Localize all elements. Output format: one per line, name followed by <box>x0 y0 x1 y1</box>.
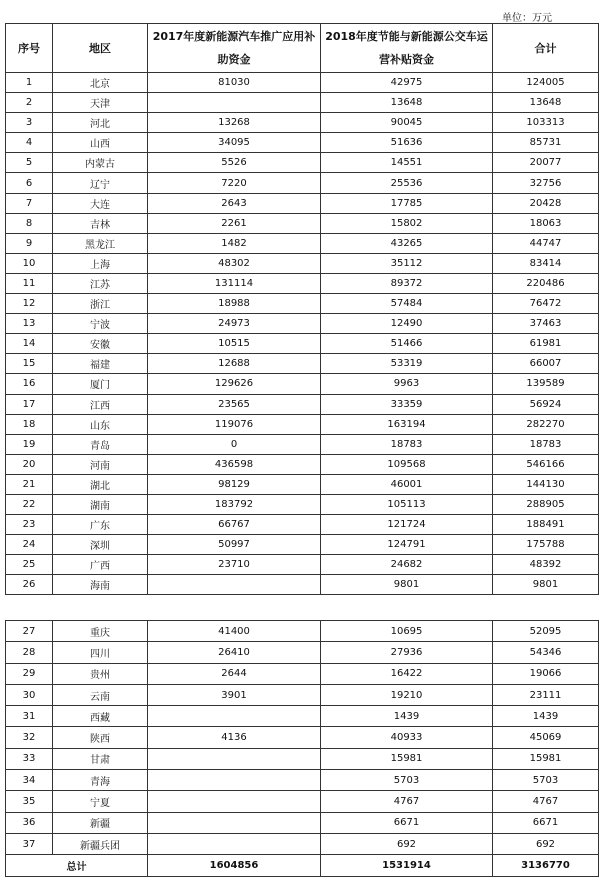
cell-2018: 24682 <box>321 555 493 575</box>
cell-total: 48392 <box>493 555 599 575</box>
cell-region: 青海 <box>53 770 148 791</box>
cell-region: 甘肃 <box>53 748 148 769</box>
cell-total: 546166 <box>493 454 599 474</box>
cell-2018: 51466 <box>321 334 493 354</box>
cell-region: 西藏 <box>53 706 148 727</box>
table-row <box>6 494 599 514</box>
table-row <box>6 253 599 273</box>
cell-2018: 27936 <box>321 642 493 663</box>
cell-region: 宁波 <box>53 314 148 334</box>
totals-row <box>6 855 599 877</box>
cell-total: 288905 <box>493 494 599 514</box>
table-row <box>6 93 599 113</box>
table-row <box>6 770 599 791</box>
table-row <box>6 153 599 173</box>
header-2018-subsidy: 2018年度节能与新能源公交车运营补贴资金 <box>321 24 493 73</box>
cell-seq: 34 <box>6 770 53 791</box>
table-row <box>6 621 599 642</box>
cell-total: 13648 <box>493 93 599 113</box>
cell-2017: 26410 <box>148 642 321 663</box>
cell-2017: 5526 <box>148 153 321 173</box>
table-row <box>6 642 599 663</box>
cell-total: 6671 <box>493 812 599 833</box>
cell-seq: 18 <box>6 414 53 434</box>
cell-seq: 26 <box>6 575 53 595</box>
cell-2017: 48302 <box>148 253 321 273</box>
cell-2018: 6671 <box>321 812 493 833</box>
cell-2017: 13268 <box>148 113 321 133</box>
cell-2017: 50997 <box>148 535 321 555</box>
cell-region: 黑龙江 <box>53 233 148 253</box>
cell-total: 61981 <box>493 334 599 354</box>
table-row <box>6 454 599 474</box>
cell-2017: 131114 <box>148 273 321 293</box>
cell-2017: 24973 <box>148 314 321 334</box>
cell-2018: 57484 <box>321 294 493 314</box>
cell-total: 45069 <box>493 727 599 748</box>
cell-seq: 13 <box>6 314 53 334</box>
cell-total: 15981 <box>493 748 599 769</box>
cell-2017: 7220 <box>148 173 321 193</box>
cell-seq: 4 <box>6 133 53 153</box>
totals-grand: 3136770 <box>493 855 599 877</box>
cell-2017: 4136 <box>148 727 321 748</box>
cell-2017: 34095 <box>148 133 321 153</box>
table-row <box>6 314 599 334</box>
cell-total: 1439 <box>493 706 599 727</box>
cell-seq: 15 <box>6 354 53 374</box>
header-region: 地区 <box>53 24 148 73</box>
table-row <box>6 535 599 555</box>
table-row <box>6 73 599 93</box>
cell-seq: 29 <box>6 663 53 684</box>
cell-2017 <box>148 706 321 727</box>
cell-region: 厦门 <box>53 374 148 394</box>
table-row <box>6 706 599 727</box>
cell-total: 5703 <box>493 770 599 791</box>
cell-2017: 1482 <box>148 233 321 253</box>
cell-2018: 18783 <box>321 434 493 454</box>
cell-seq: 37 <box>6 833 53 854</box>
table-row <box>6 727 599 748</box>
cell-region: 广东 <box>53 515 148 535</box>
cell-region: 青岛 <box>53 434 148 454</box>
cell-2017: 18988 <box>148 294 321 314</box>
cell-seq: 9 <box>6 233 53 253</box>
table-row <box>6 354 599 374</box>
cell-total: 124005 <box>493 73 599 93</box>
cell-2017: 2643 <box>148 193 321 213</box>
cell-2018: 121724 <box>321 515 493 535</box>
cell-region: 天津 <box>53 93 148 113</box>
cell-region: 北京 <box>53 73 148 93</box>
cell-seq: 23 <box>6 515 53 535</box>
cell-2017: 436598 <box>148 454 321 474</box>
table-row <box>6 374 599 394</box>
cell-2017: 66767 <box>148 515 321 535</box>
cell-region: 安徽 <box>53 334 148 354</box>
cell-total: 76472 <box>493 294 599 314</box>
cell-2018: 17785 <box>321 193 493 213</box>
cell-region: 云南 <box>53 684 148 705</box>
cell-total: 4767 <box>493 791 599 812</box>
cell-region: 福建 <box>53 354 148 374</box>
cell-region: 河北 <box>53 113 148 133</box>
cell-2018: 9963 <box>321 374 493 394</box>
cell-total: 52095 <box>493 621 599 642</box>
cell-region: 湖北 <box>53 474 148 494</box>
cell-seq: 30 <box>6 684 53 705</box>
subsidy-table-part2 <box>5 620 599 877</box>
cell-region: 海南 <box>53 575 148 595</box>
cell-2017: 129626 <box>148 374 321 394</box>
cell-total: 44747 <box>493 233 599 253</box>
cell-2018: 90045 <box>321 113 493 133</box>
cell-2018: 5703 <box>321 770 493 791</box>
cell-total: 220486 <box>493 273 599 293</box>
cell-region: 吉林 <box>53 213 148 233</box>
cell-region: 江西 <box>53 394 148 414</box>
cell-region: 山东 <box>53 414 148 434</box>
totals-label: 总计 <box>6 855 148 877</box>
header-seq: 序号 <box>6 24 53 73</box>
cell-total: 139589 <box>493 374 599 394</box>
table-row <box>6 133 599 153</box>
cell-total: 188491 <box>493 515 599 535</box>
cell-region: 内蒙古 <box>53 153 148 173</box>
cell-2018: 19210 <box>321 684 493 705</box>
cell-seq: 21 <box>6 474 53 494</box>
table-row <box>6 575 599 595</box>
cell-2018: 16422 <box>321 663 493 684</box>
cell-region: 山西 <box>53 133 148 153</box>
table-row <box>6 474 599 494</box>
cell-seq: 35 <box>6 791 53 812</box>
subsidy-table-part1 <box>5 23 599 595</box>
cell-2017 <box>148 833 321 854</box>
cell-total: 175788 <box>493 535 599 555</box>
cell-2017: 3901 <box>148 684 321 705</box>
totals-2017: 1604856 <box>148 855 321 877</box>
cell-2018: 25536 <box>321 173 493 193</box>
cell-seq: 32 <box>6 727 53 748</box>
cell-2018: 105113 <box>321 494 493 514</box>
cell-total: 56924 <box>493 394 599 414</box>
cell-total: 692 <box>493 833 599 854</box>
cell-region: 湖南 <box>53 494 148 514</box>
cell-seq: 19 <box>6 434 53 454</box>
cell-2017 <box>148 575 321 595</box>
cell-total: 18783 <box>493 434 599 454</box>
table-row <box>6 394 599 414</box>
cell-2018: 14551 <box>321 153 493 173</box>
cell-2018: 12490 <box>321 314 493 334</box>
cell-total: 103313 <box>493 113 599 133</box>
cell-region: 上海 <box>53 253 148 273</box>
cell-seq: 2 <box>6 93 53 113</box>
cell-region: 辽宁 <box>53 173 148 193</box>
cell-seq: 33 <box>6 748 53 769</box>
cell-total: 66007 <box>493 354 599 374</box>
cell-total: 9801 <box>493 575 599 595</box>
table-row <box>6 414 599 434</box>
cell-total: 144130 <box>493 474 599 494</box>
cell-seq: 6 <box>6 173 53 193</box>
table-row <box>6 812 599 833</box>
cell-2017 <box>148 770 321 791</box>
cell-2018: 15981 <box>321 748 493 769</box>
table-row <box>6 434 599 454</box>
cell-2018: 43265 <box>321 233 493 253</box>
cell-2017: 2261 <box>148 213 321 233</box>
totals-2018: 1531914 <box>321 855 493 877</box>
cell-2017: 119076 <box>148 414 321 434</box>
cell-total: 32756 <box>493 173 599 193</box>
cell-2017 <box>148 791 321 812</box>
table-row <box>6 833 599 854</box>
cell-seq: 36 <box>6 812 53 833</box>
table-row <box>6 791 599 812</box>
cell-2018: 109568 <box>321 454 493 474</box>
header-total: 合计 <box>493 24 599 73</box>
cell-region: 宁夏 <box>53 791 148 812</box>
cell-seq: 14 <box>6 334 53 354</box>
table-row <box>6 555 599 575</box>
cell-2018: 10695 <box>321 621 493 642</box>
cell-region: 贵州 <box>53 663 148 684</box>
table-row <box>6 663 599 684</box>
cell-2017: 23710 <box>148 555 321 575</box>
cell-seq: 25 <box>6 555 53 575</box>
table-row <box>6 113 599 133</box>
cell-total: 23111 <box>493 684 599 705</box>
cell-2017 <box>148 748 321 769</box>
cell-2018: 46001 <box>321 474 493 494</box>
cell-seq: 22 <box>6 494 53 514</box>
cell-total: 20077 <box>493 153 599 173</box>
cell-seq: 10 <box>6 253 53 273</box>
cell-total: 85731 <box>493 133 599 153</box>
cell-2018: 163194 <box>321 414 493 434</box>
cell-seq: 27 <box>6 621 53 642</box>
cell-seq: 31 <box>6 706 53 727</box>
cell-seq: 3 <box>6 113 53 133</box>
cell-total: 282270 <box>493 414 599 434</box>
cell-region: 重庆 <box>53 621 148 642</box>
unit-label: 单位：万元 <box>502 13 552 24</box>
table-row <box>6 213 599 233</box>
cell-total: 20428 <box>493 193 599 213</box>
cell-region: 新疆 <box>53 812 148 833</box>
cell-seq: 1 <box>6 73 53 93</box>
cell-seq: 5 <box>6 153 53 173</box>
cell-2018: 692 <box>321 833 493 854</box>
table-row <box>6 334 599 354</box>
cell-2017: 0 <box>148 434 321 454</box>
cell-region: 河南 <box>53 454 148 474</box>
cell-2018: 15802 <box>321 213 493 233</box>
header-2017-subsidy: 2017年度新能源汽车推广应用补助资金 <box>148 24 321 73</box>
cell-region: 新疆兵团 <box>53 833 148 854</box>
cell-seq: 20 <box>6 454 53 474</box>
cell-2018: 40933 <box>321 727 493 748</box>
cell-2018: 53319 <box>321 354 493 374</box>
cell-region: 深圳 <box>53 535 148 555</box>
cell-2018: 1439 <box>321 706 493 727</box>
table-row <box>6 273 599 293</box>
cell-2018: 42975 <box>321 73 493 93</box>
cell-region: 浙江 <box>53 294 148 314</box>
cell-total: 37463 <box>493 314 599 334</box>
cell-2017: 81030 <box>148 73 321 93</box>
cell-2017: 183792 <box>148 494 321 514</box>
cell-total: 18063 <box>493 213 599 233</box>
cell-2018: 4767 <box>321 791 493 812</box>
cell-2017: 2644 <box>148 663 321 684</box>
cell-2017: 23565 <box>148 394 321 414</box>
cell-total: 54346 <box>493 642 599 663</box>
cell-region: 广西 <box>53 555 148 575</box>
cell-seq: 8 <box>6 213 53 233</box>
cell-2017: 98129 <box>148 474 321 494</box>
table-row <box>6 684 599 705</box>
cell-seq: 16 <box>6 374 53 394</box>
table-row <box>6 748 599 769</box>
cell-region: 四川 <box>53 642 148 663</box>
cell-seq: 24 <box>6 535 53 555</box>
cell-region: 大连 <box>53 193 148 213</box>
cell-2017: 12688 <box>148 354 321 374</box>
table-row <box>6 173 599 193</box>
cell-seq: 7 <box>6 193 53 213</box>
cell-2018: 9801 <box>321 575 493 595</box>
table-row <box>6 515 599 535</box>
cell-2018: 89372 <box>321 273 493 293</box>
table-header-row <box>6 24 599 73</box>
cell-seq: 11 <box>6 273 53 293</box>
table-row <box>6 193 599 213</box>
cell-2017 <box>148 812 321 833</box>
cell-region: 陕西 <box>53 727 148 748</box>
cell-2018: 13648 <box>321 93 493 113</box>
cell-2018: 51636 <box>321 133 493 153</box>
table-row <box>6 294 599 314</box>
cell-2017: 10515 <box>148 334 321 354</box>
cell-2017: 41400 <box>148 621 321 642</box>
cell-2018: 35112 <box>321 253 493 273</box>
cell-2018: 124791 <box>321 535 493 555</box>
table-row <box>6 233 599 253</box>
cell-total: 19066 <box>493 663 599 684</box>
cell-2018: 33359 <box>321 394 493 414</box>
cell-seq: 17 <box>6 394 53 414</box>
cell-seq: 12 <box>6 294 53 314</box>
cell-total: 83414 <box>493 253 599 273</box>
cell-2017 <box>148 93 321 113</box>
cell-seq: 28 <box>6 642 53 663</box>
cell-region: 江苏 <box>53 273 148 293</box>
